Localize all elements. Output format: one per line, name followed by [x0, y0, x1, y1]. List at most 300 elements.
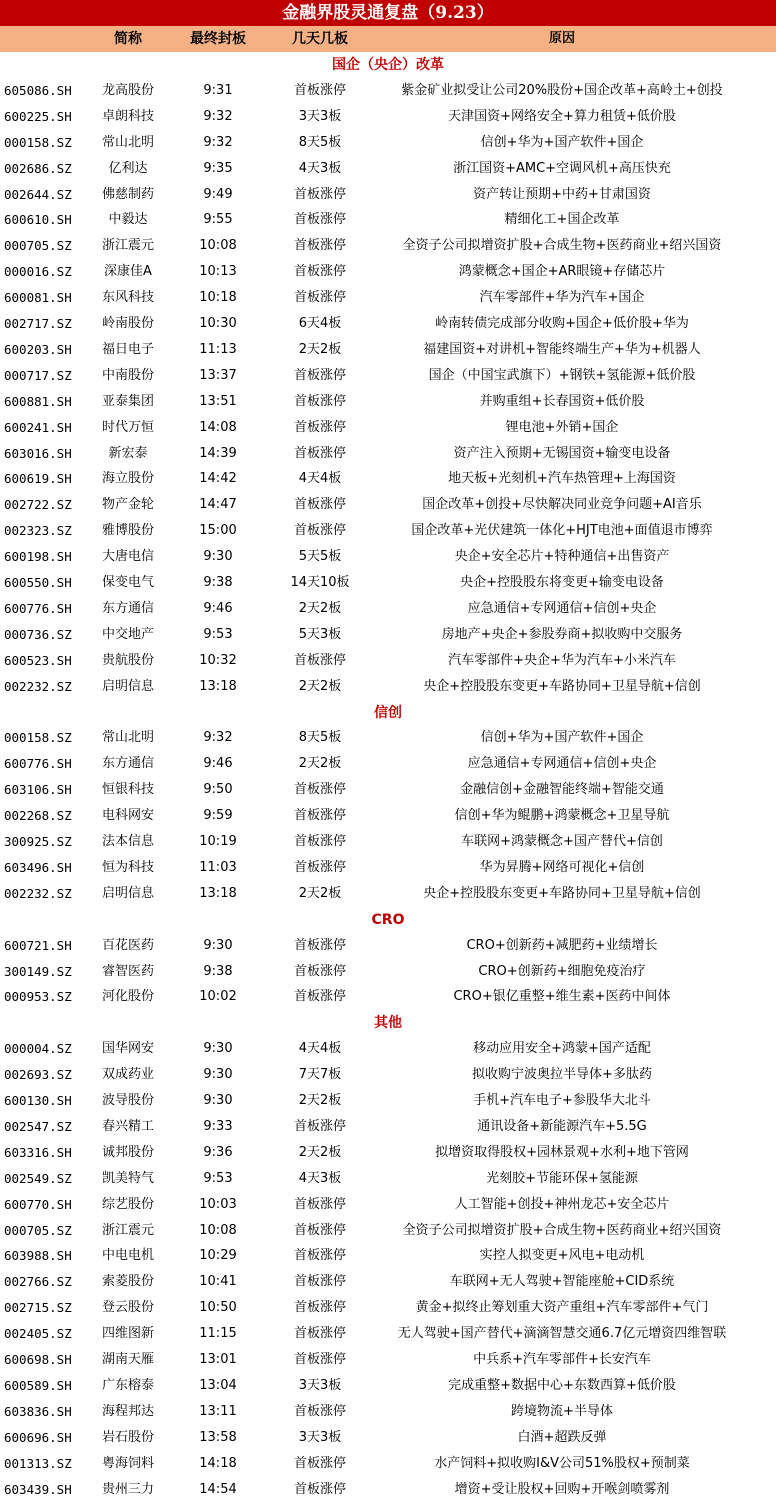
days-boards: 首板涨停 [293, 82, 346, 98]
final-limit-time: 9:35 [203, 160, 233, 176]
reason: CRO+创新药+细胞免疫治疗 [478, 963, 646, 979]
days-boards: 首板涨停 [293, 497, 346, 513]
section-heading: 其他 [374, 1015, 402, 1032]
final-limit-time: 10:08 [199, 238, 237, 254]
table-row [0, 389, 776, 415]
stock-code: 001313.SZ [4, 1455, 72, 1471]
stock-code: 000705.SZ [4, 238, 72, 254]
table-row [0, 285, 776, 311]
section-heading: 国企（央企）改革 [332, 57, 444, 73]
stock-name: 凯美特气 [101, 1170, 154, 1186]
stock-name: 福日电子 [101, 341, 154, 357]
stock-name: 湖南天雁 [101, 1352, 154, 1367]
days-boards: 2天2板 [298, 600, 342, 616]
table-row [0, 78, 776, 104]
reason: 国企改革+光伏建筑一体化+HJT电池+面值退市博弈 [411, 523, 713, 539]
stock-code: 600881.SH [4, 393, 72, 409]
table-row [0, 596, 776, 622]
stock-name: 亚泰集团 [101, 393, 154, 409]
stock-code: 600081.SH [4, 290, 72, 306]
table-row [0, 518, 776, 544]
stock-name: 粤海饲料 [101, 1455, 154, 1471]
stock-code: 600619.SH [4, 471, 72, 487]
reason: 增资+受让股权+回购+开喉剑喷雾剂 [454, 1481, 670, 1497]
stock-name: 海立股份 [101, 471, 154, 487]
days-boards: 首板涨停 [293, 989, 346, 1005]
days-boards: 8天5板 [298, 134, 342, 150]
stock-name: 波导股份 [101, 1093, 154, 1108]
stock-code: 000717.SZ [4, 367, 72, 383]
final-limit-time: 9:50 [203, 782, 233, 798]
header-final-limit-time: 最终封板 [190, 31, 246, 47]
stock-name: 广东榕泰 [101, 1377, 154, 1393]
table-row [0, 570, 776, 596]
reason: 白酒+超跌反弹 [517, 1429, 607, 1445]
table-row [0, 1088, 776, 1114]
days-boards: 首板涨停 [293, 264, 346, 280]
stock-code: 600721.SH [4, 937, 72, 953]
final-limit-time: 10:13 [199, 264, 237, 280]
final-limit-time: 14:47 [199, 497, 237, 513]
final-limit-time: 9:32 [203, 134, 233, 150]
table-row [0, 1166, 776, 1192]
days-boards: 6天4板 [298, 316, 342, 331]
stock-name: 双成药业 [101, 1067, 154, 1083]
reason: 浙江国资+AMC+空调风机+高压快充 [453, 160, 671, 176]
stock-code: 002405.SZ [4, 1326, 72, 1342]
reason: 拟收购宁波奥拉半导体+多肽药 [472, 1067, 652, 1083]
stock-code: 600130.SH [4, 1093, 72, 1108]
reason: 信创+华为+国产软件+国企 [480, 730, 644, 746]
stock-name: 诚邦股份 [101, 1144, 154, 1160]
stock-code: 000158.SZ [4, 730, 72, 746]
stock-code: 600698.SH [4, 1352, 72, 1367]
table-row [0, 337, 776, 363]
reason: 信创+华为+国产软件+国企 [480, 134, 644, 150]
final-limit-time: 9:30 [203, 1093, 233, 1108]
stock-name: 中交地产 [101, 626, 154, 642]
stock-name: 东方通信 [101, 756, 154, 772]
stock-name: 中电电机 [101, 1248, 154, 1264]
final-limit-time: 14:54 [199, 1481, 237, 1497]
stock-code: 002715.SZ [4, 1300, 72, 1316]
table-row [0, 751, 776, 777]
stock-name: 索菱股份 [101, 1274, 154, 1290]
table-row [0, 466, 776, 492]
stock-code: 600696.SH [4, 1429, 72, 1445]
table-row [0, 156, 776, 182]
final-limit-time: 9:38 [203, 575, 233, 590]
table-header [0, 26, 776, 52]
stock-name: 亿利达 [108, 160, 148, 176]
stock-name: 时代万恒 [101, 419, 154, 435]
table-row [0, 363, 776, 389]
stock-code: 603496.SH [4, 859, 72, 875]
stock-name: 大唐电信 [101, 549, 154, 565]
stock-code: 600776.SH [4, 756, 72, 772]
stock-code: 600225.SH [4, 108, 72, 124]
final-limit-time: 13:58 [199, 1429, 237, 1445]
stock-name: 常山北明 [101, 134, 154, 150]
stock-code: 600523.SH [4, 652, 72, 668]
reason: 鸿蒙概念+国企+AR眼镜+存储芯片 [458, 264, 666, 280]
reason: 岭南转债完成部分收购+国企+低价股+华为 [435, 316, 689, 331]
stock-code: 600589.SH [4, 1377, 72, 1393]
final-limit-time: 9:59 [203, 808, 233, 824]
table-row [0, 674, 776, 700]
days-boards: 3天3板 [298, 1429, 342, 1445]
reason: 资产注入预期+无锡国资+输变电设备 [453, 445, 671, 461]
reason: 国企（中国宝武旗下）+钢铁+氢能源+低价股 [428, 367, 696, 383]
reason: 通讯设备+新能源汽车+5.5G [477, 1118, 647, 1134]
days-boards: 2天2板 [298, 341, 342, 357]
header-reason: 原因 [548, 31, 575, 46]
final-limit-time: 13:01 [199, 1352, 237, 1367]
final-limit-time: 10:08 [199, 1222, 237, 1238]
days-boards: 2天2板 [298, 885, 342, 901]
table-row [0, 1269, 776, 1295]
table-row [0, 104, 776, 130]
days-boards: 3天3板 [298, 108, 342, 124]
reason: 人工智能+创投+神州龙芯+安全芯片 [454, 1196, 670, 1212]
table-row [0, 1399, 776, 1425]
table-row [0, 1425, 776, 1451]
stock-code: 603836.SH [4, 1403, 72, 1419]
stock-code: 603988.SH [4, 1248, 72, 1264]
reason: 光刻胶+节能环保+氢能源 [486, 1170, 638, 1186]
reason: 移动应用安全+鸿蒙+国产适配 [473, 1041, 651, 1057]
stock-code: 002268.SZ [4, 808, 72, 824]
stock-code: 002686.SZ [4, 160, 72, 176]
table-row [0, 415, 776, 441]
reason: 央企+安全芯片+特种通信+出售资产 [454, 549, 670, 565]
table-row [0, 1295, 776, 1321]
days-boards: 首板涨停 [293, 1481, 346, 1497]
stock-code: 002323.SZ [4, 523, 72, 539]
stock-name: 新宏泰 [108, 445, 148, 461]
table-row [0, 777, 776, 803]
stock-name: 保变电气 [101, 575, 154, 590]
section-heading: 信创 [374, 704, 402, 721]
final-limit-time: 9:32 [203, 108, 233, 124]
stock-name: 国华网安 [101, 1041, 154, 1057]
stock-name: 法本信息 [101, 834, 154, 849]
stock-name: 海程邦达 [101, 1403, 154, 1419]
page-title: 金融界股灵通复盘（9.23） [0, 0, 776, 26]
days-boards: 2天2板 [298, 756, 342, 772]
final-limit-time: 9:30 [203, 937, 233, 953]
days-boards: 首板涨停 [293, 367, 346, 383]
final-limit-time: 14:08 [199, 419, 237, 435]
days-boards: 2天2板 [298, 1093, 342, 1108]
reason: 全资子公司拟增资扩股+合成生物+医药商业+绍兴国资 [402, 1222, 722, 1238]
table-row [0, 933, 776, 959]
stock-name: 物产金轮 [101, 497, 154, 513]
reason: 应急通信+专网通信+信创+央企 [467, 756, 657, 772]
final-limit-time: 9:30 [203, 549, 233, 565]
days-boards: 首板涨停 [293, 859, 346, 875]
reason: 央企+控股股东变更+车路协同+卫星导航+信创 [423, 678, 701, 694]
days-boards: 8天5板 [298, 730, 342, 746]
stock-name: 百花医药 [101, 937, 154, 953]
table-row [0, 441, 776, 467]
final-limit-time: 10:50 [199, 1300, 237, 1316]
table-row [0, 1347, 776, 1373]
reason: 无人驾驶+国产替代+滴滴智慧交通6.7亿元增资四维智联 [397, 1326, 727, 1342]
final-limit-time: 9:31 [203, 82, 233, 98]
reason: 房地产+央企+参股券商+拟收购中交服务 [441, 626, 683, 642]
reason: 地天板+光刻机+汽车热管理+上海国资 [448, 471, 676, 487]
final-limit-time: 10:18 [199, 290, 237, 306]
stock-code: 000158.SZ [4, 134, 72, 150]
days-boards: 首板涨停 [293, 523, 346, 539]
days-boards: 首板涨停 [293, 186, 346, 202]
days-boards: 首板涨停 [293, 445, 346, 461]
final-limit-time: 10:19 [199, 834, 237, 849]
stock-code: 600610.SH [4, 212, 72, 228]
final-limit-time: 10:32 [199, 652, 237, 668]
stock-code: 300925.SZ [4, 834, 72, 849]
days-boards: 4天3板 [298, 160, 342, 176]
days-boards: 首板涨停 [293, 1455, 346, 1471]
table-row [0, 259, 776, 285]
stock-name: 浙江震元 [101, 238, 154, 254]
days-boards: 首板涨停 [293, 1248, 346, 1264]
final-limit-time: 13:18 [199, 678, 237, 694]
reason: 应急通信+专网通信+信创+央企 [467, 600, 657, 616]
reason: 全资子公司拟增资扩股+合成生物+医药商业+绍兴国资 [402, 238, 722, 254]
stock-code: 002232.SZ [4, 885, 72, 901]
days-boards: 首板涨停 [293, 212, 346, 228]
days-boards: 4天4板 [298, 471, 342, 487]
reason: 央企+控股股东将变更+输变电设备 [460, 575, 664, 590]
days-boards: 首板涨停 [293, 963, 346, 979]
stock-code: 603316.SH [4, 1144, 72, 1160]
reason: CRO+创新药+减肥药+业绩增长 [466, 937, 658, 953]
stock-name: 贵航股份 [101, 652, 154, 668]
stock-name: 中毅达 [108, 212, 148, 228]
section-heading: CRO [371, 911, 405, 928]
stock-name: 恒银科技 [101, 782, 154, 798]
days-boards: 5天3板 [298, 626, 342, 642]
days-boards: 首板涨停 [293, 1274, 346, 1290]
reason: 国企改革+创投+尽快解决同业竞争问题+AI音乐 [422, 497, 702, 513]
final-limit-time: 9:49 [203, 186, 233, 202]
reason: 央企+控股股东变更+车路协同+卫星导航+信创 [423, 885, 701, 901]
final-limit-time: 10:03 [199, 1196, 237, 1212]
final-limit-time: 9:46 [203, 600, 233, 616]
final-limit-time: 9:38 [203, 963, 233, 979]
stock-name: 佛慈制药 [101, 186, 154, 202]
final-limit-time: 9:53 [203, 1170, 233, 1186]
final-limit-time: 9:55 [203, 212, 233, 228]
table-row [0, 1321, 776, 1347]
stock-code: 000736.SZ [4, 626, 72, 642]
table-row [0, 803, 776, 829]
stock-code: 000953.SZ [4, 989, 72, 1005]
stock-code: 002722.SZ [4, 497, 72, 513]
reason: 汽车零部件+央企+华为汽车+小米汽车 [448, 652, 676, 668]
days-boards: 首板涨停 [293, 1326, 346, 1342]
reason: 完成重整+数据中心+东数西算+低价股 [448, 1377, 676, 1393]
reason: 华为昇腾+网络可视化+信创 [479, 859, 645, 875]
final-limit-time: 9:32 [203, 730, 233, 746]
table-row [0, 1140, 776, 1166]
stock-name: 四维图新 [101, 1326, 154, 1342]
final-limit-time: 13:51 [199, 393, 237, 409]
reason: 实控人拟变更+风电+电动机 [479, 1248, 645, 1264]
days-boards: 7天7板 [298, 1067, 342, 1083]
stock-code: 002547.SZ [4, 1118, 72, 1134]
days-boards: 首板涨停 [293, 238, 346, 254]
final-limit-time: 9:36 [203, 1144, 233, 1160]
stock-code: 002232.SZ [4, 678, 72, 694]
stock-code: 600776.SH [4, 600, 72, 616]
table-row [0, 544, 776, 570]
final-limit-time: 11:15 [199, 1326, 237, 1342]
reason: 金融信创+金融智能终端+智能交通 [460, 782, 664, 798]
table-row [0, 492, 776, 518]
stock-name: 岩石股份 [101, 1429, 154, 1445]
days-boards: 2天2板 [298, 678, 342, 694]
stock-code: 600550.SH [4, 575, 72, 590]
reason: 紫金矿业拟受让公司20%股份+国企改革+高岭土+创投 [401, 82, 723, 98]
reason: 水产饲料+拟收购I&V公司51%股权+预制菜 [434, 1455, 690, 1471]
stock-name: 东风科技 [101, 290, 154, 306]
table-row [0, 1373, 776, 1399]
reason: 汽车零部件+华为汽车+国企 [479, 290, 645, 306]
final-limit-time: 13:11 [199, 1403, 237, 1419]
stock-code: 002549.SZ [4, 1170, 72, 1186]
final-limit-time: 9:30 [203, 1067, 233, 1083]
stock-code: 000004.SZ [4, 1041, 72, 1057]
final-limit-time: 9:33 [203, 1118, 233, 1134]
stock-code: 600198.SH [4, 549, 72, 565]
reason: 手机+汽车电子+参股华大北斗 [473, 1093, 651, 1108]
final-limit-time: 14:39 [199, 445, 237, 461]
days-boards: 首板涨停 [293, 937, 346, 953]
days-boards: 首板涨停 [293, 782, 346, 798]
stock-name: 启明信息 [101, 678, 154, 694]
final-limit-time: 13:37 [199, 367, 237, 383]
reason: 车联网+鸿蒙概念+国产替代+信创 [461, 834, 663, 849]
stock-name: 睿智医药 [101, 963, 154, 979]
stock-name: 岭南股份 [101, 316, 154, 331]
table-row [0, 1243, 776, 1269]
table-row [0, 959, 776, 985]
reason: 拟增资取得股权+园林景观+水利+地下管网 [435, 1144, 689, 1160]
final-limit-time: 11:03 [199, 859, 237, 875]
reason: 车联网+无人驾驶+智能座舱+CID系统 [449, 1274, 675, 1290]
stock-code: 600203.SH [4, 341, 72, 357]
stock-code: 000705.SZ [4, 1222, 72, 1238]
table-row [0, 829, 776, 855]
days-boards: 14天10板 [290, 575, 350, 590]
stock-name: 河化股份 [101, 989, 154, 1005]
stock-code: 002693.SZ [4, 1067, 72, 1083]
stock-name: 龙高股份 [101, 82, 154, 98]
stock-name: 中南股份 [101, 367, 154, 383]
stock-name: 常山北明 [101, 730, 154, 746]
table-row [0, 648, 776, 674]
days-boards: 5天5板 [298, 549, 342, 565]
stock-name: 启明信息 [101, 885, 154, 901]
stock-name: 深康佳A [104, 264, 152, 280]
header-name: 简称 [114, 31, 142, 47]
stock-name: 综艺股份 [101, 1196, 154, 1212]
days-boards: 首板涨停 [293, 1196, 346, 1212]
reason: 信创+华为鲲鹏+鸿蒙概念+卫星导航 [454, 808, 670, 824]
header-days-boards: 几天几板 [292, 31, 348, 47]
reason: 黄金+拟终止筹划重大资产重组+汽车零部件+气门 [415, 1300, 709, 1316]
final-limit-time: 9:53 [203, 626, 233, 642]
table-row [0, 855, 776, 881]
table-row [0, 1036, 776, 1062]
reason: 天津国资+网络安全+算力租赁+低价股 [448, 108, 676, 124]
days-boards: 4天3板 [298, 1170, 342, 1186]
stock-code: 002717.SZ [4, 316, 72, 331]
table-row [0, 311, 776, 337]
table-row [0, 881, 776, 907]
final-limit-time: 14:42 [199, 471, 237, 487]
stock-name: 恒为科技 [101, 859, 154, 875]
stock-code: 603106.SH [4, 782, 72, 798]
final-limit-time: 14:18 [199, 1455, 237, 1471]
days-boards: 2天2板 [298, 1144, 342, 1160]
reason: 资产转让预期+中药+甘肃国资 [473, 186, 651, 202]
reason: CRO+银亿重整+维生素+医药中间体 [453, 989, 671, 1005]
days-boards: 首板涨停 [293, 808, 346, 824]
table-row [0, 725, 776, 751]
days-boards: 首板涨停 [293, 834, 346, 849]
stock-code: 600770.SH [4, 1196, 72, 1212]
stock-name: 雅博股份 [101, 523, 154, 539]
final-limit-time: 13:18 [199, 885, 237, 901]
stock-code: 002766.SZ [4, 1274, 72, 1290]
days-boards: 首板涨停 [293, 1118, 346, 1134]
final-limit-time: 9:46 [203, 756, 233, 772]
final-limit-time: 10:41 [199, 1274, 237, 1290]
days-boards: 3天3板 [298, 1377, 342, 1393]
stock-code: 600241.SH [4, 419, 72, 435]
table-row [0, 1114, 776, 1140]
stock-name: 春兴精工 [101, 1118, 154, 1134]
final-limit-time: 10:30 [199, 316, 237, 331]
table-row [0, 207, 776, 233]
stock-code: 300149.SZ [4, 963, 72, 979]
reason: 精细化工+国企改革 [504, 212, 620, 228]
reason: 福建国资+对讲机+智能终端生产+华为+机器人 [423, 341, 701, 357]
table-row [0, 233, 776, 259]
days-boards: 首板涨停 [293, 1352, 346, 1367]
stock-name: 电科网安 [101, 808, 154, 824]
final-limit-time: 9:30 [203, 1041, 233, 1057]
reason: 跨境物流+半导体 [511, 1403, 613, 1419]
stock-name: 贵州三力 [101, 1481, 154, 1497]
days-boards: 首板涨停 [293, 1403, 346, 1419]
stock-name: 登云股份 [101, 1300, 154, 1316]
days-boards: 首板涨停 [293, 393, 346, 409]
days-boards: 首板涨停 [293, 652, 346, 668]
final-limit-time: 11:13 [199, 341, 237, 357]
table-row [0, 1451, 776, 1477]
stock-code: 000016.SZ [4, 264, 72, 280]
table-row [0, 130, 776, 156]
table-row [0, 984, 776, 1010]
final-limit-time: 13:04 [199, 1377, 237, 1393]
stock-code: 603439.SH [4, 1481, 72, 1497]
stock-name: 浙江震元 [101, 1222, 154, 1238]
